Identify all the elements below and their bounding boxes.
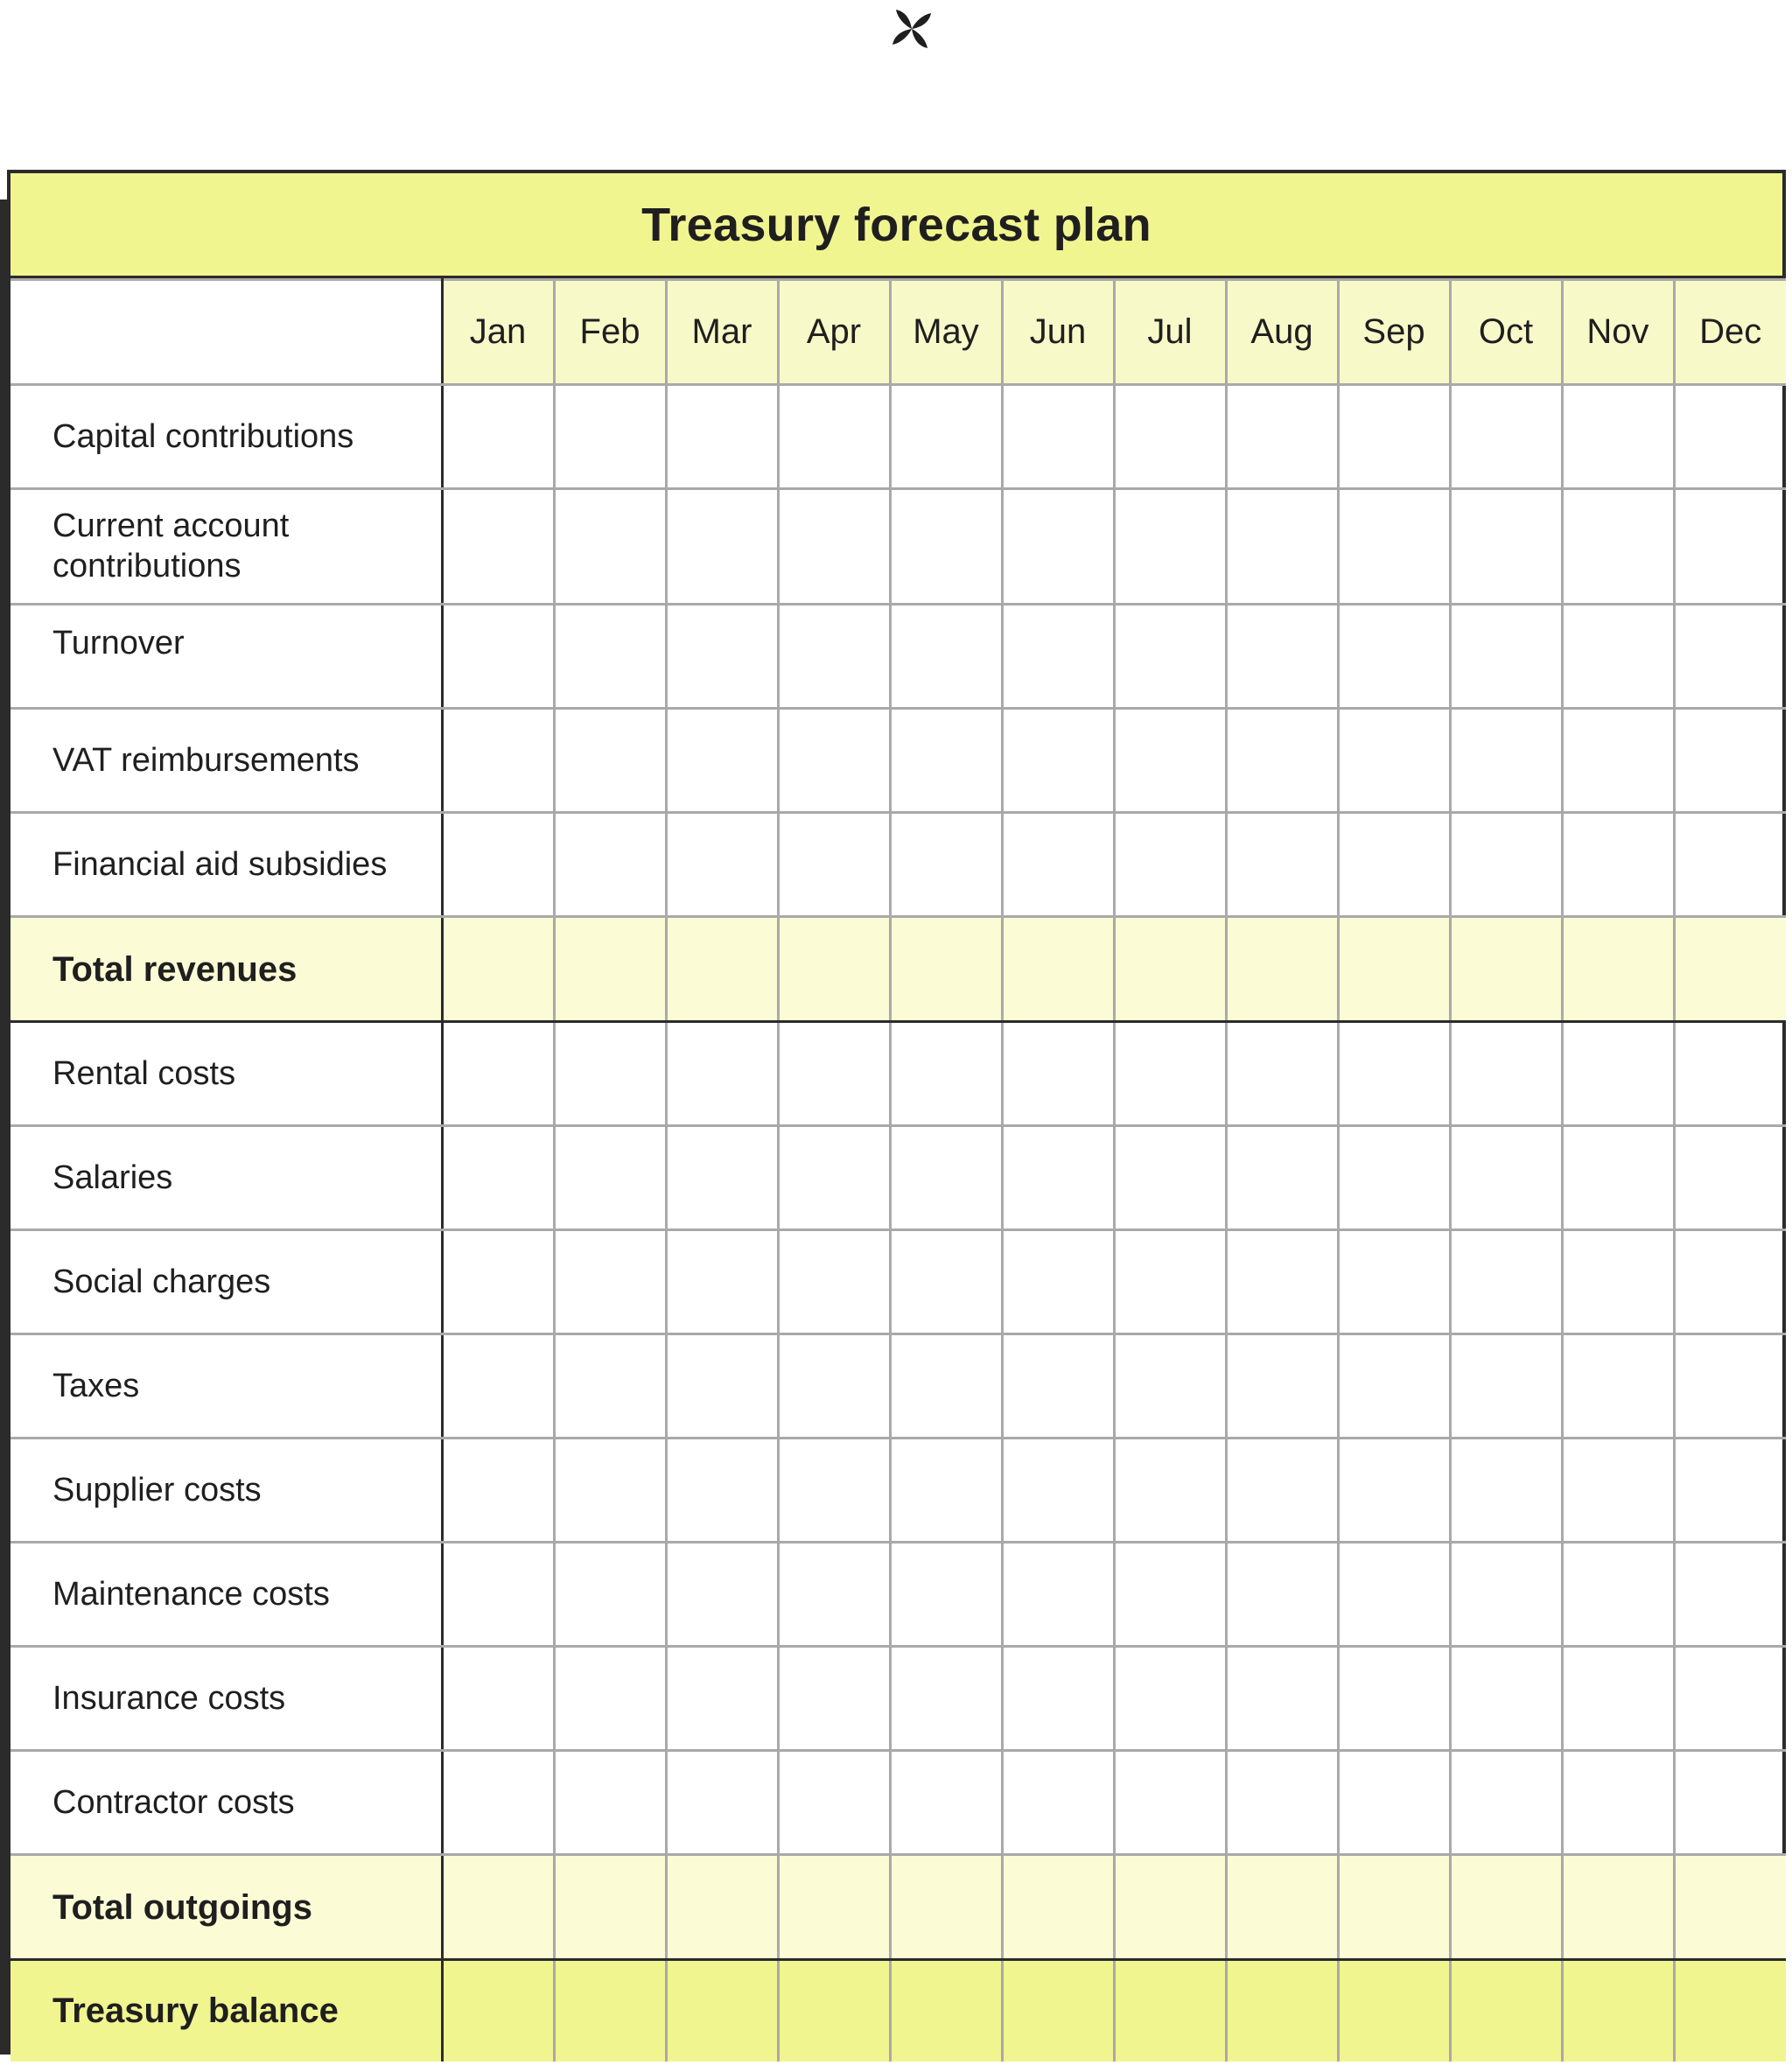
- page-title: Treasury forecast plan: [10, 173, 1782, 278]
- cell-salaries-sep[interactable]: [1338, 1126, 1450, 1230]
- cell-treasury-balance-jun[interactable]: [1002, 1960, 1114, 2062]
- cell-contractor-costs-may[interactable]: [890, 1751, 1002, 1855]
- cell-insurance-costs-jan[interactable]: [442, 1647, 554, 1751]
- cell-contractor-costs-apr[interactable]: [778, 1751, 890, 1855]
- cell-turnover-may[interactable]: [890, 605, 1002, 709]
- cell-current-account-contributions-may[interactable]: [890, 489, 1002, 605]
- cell-capital-contributions-nov[interactable]: [1562, 385, 1674, 489]
- cell-vat-reimbursements-jun[interactable]: [1002, 709, 1114, 813]
- cell-vat-reimbursements-jul[interactable]: [1114, 709, 1226, 813]
- row-label: Treasury balance: [10, 1960, 442, 2062]
- row-total-revenues: [10, 917, 1786, 1022]
- cell-total-revenues-oct[interactable]: [1450, 917, 1562, 1022]
- month-header-jun: Jun: [1002, 280, 1114, 385]
- cell-turnover-aug[interactable]: [1226, 605, 1338, 709]
- forecast-table: [10, 278, 1786, 2062]
- cell-capital-contributions-aug[interactable]: [1226, 385, 1338, 489]
- cell-treasury-balance-nov[interactable]: [1562, 1960, 1674, 2062]
- cell-contractor-costs-dec[interactable]: [1674, 1751, 1786, 1855]
- cell-salaries-feb[interactable]: [554, 1126, 666, 1230]
- row-supplier-costs: [10, 1438, 1786, 1543]
- cell-total-outgoings-may[interactable]: [890, 1855, 1002, 1960]
- cell-supplier-costs-jul[interactable]: [1114, 1438, 1226, 1543]
- cell-total-revenues-dec[interactable]: [1674, 917, 1786, 1022]
- row-maintenance-costs: [10, 1543, 1786, 1647]
- cell-total-outgoings-dec[interactable]: [1674, 1855, 1786, 1960]
- row-label: Capital contributions: [10, 385, 442, 489]
- cell-current-account-contributions-feb[interactable]: [554, 489, 666, 605]
- row-financial-aid-subsidies: [10, 813, 1786, 917]
- cell-salaries-jan[interactable]: [442, 1126, 554, 1230]
- cell-supplier-costs-dec[interactable]: [1674, 1438, 1786, 1543]
- cell-insurance-costs-sep[interactable]: [1338, 1647, 1450, 1751]
- cell-capital-contributions-feb[interactable]: [554, 385, 666, 489]
- cell-salaries-jun[interactable]: [1002, 1126, 1114, 1230]
- row-label: Insurance costs: [10, 1647, 442, 1751]
- cell-social-charges-mar[interactable]: [666, 1230, 778, 1334]
- cell-financial-aid-subsidies-nov[interactable]: [1562, 813, 1674, 917]
- row-current-account-contributions: [10, 489, 1786, 605]
- cell-supplier-costs-apr[interactable]: [778, 1438, 890, 1543]
- month-header-apr: Apr: [778, 280, 890, 385]
- cell-insurance-costs-mar[interactable]: [666, 1647, 778, 1751]
- cell-maintenance-costs-nov[interactable]: [1562, 1543, 1674, 1647]
- month-header-sep: Sep: [1338, 280, 1450, 385]
- cell-capital-contributions-mar[interactable]: [666, 385, 778, 489]
- cell-supplier-costs-nov[interactable]: [1562, 1438, 1674, 1543]
- cell-maintenance-costs-apr[interactable]: [778, 1543, 890, 1647]
- cell-turnover-nov[interactable]: [1562, 605, 1674, 709]
- row-label: Total outgoings: [10, 1855, 442, 1960]
- cell-salaries-may[interactable]: [890, 1126, 1002, 1230]
- cell-social-charges-nov[interactable]: [1562, 1230, 1674, 1334]
- cell-supplier-costs-jun[interactable]: [1002, 1438, 1114, 1543]
- cell-vat-reimbursements-sep[interactable]: [1338, 709, 1450, 813]
- cell-capital-contributions-sep[interactable]: [1338, 385, 1450, 489]
- cell-vat-reimbursements-aug[interactable]: [1226, 709, 1338, 813]
- month-header-row: [10, 280, 1786, 385]
- cell-taxes-oct[interactable]: [1450, 1334, 1562, 1438]
- cell-taxes-sep[interactable]: [1338, 1334, 1450, 1438]
- row-vat-reimbursements: [10, 709, 1786, 813]
- cell-financial-aid-subsidies-may[interactable]: [890, 813, 1002, 917]
- row-label: Maintenance costs: [10, 1543, 442, 1647]
- cell-supplier-costs-jan[interactable]: [442, 1438, 554, 1543]
- cell-salaries-nov[interactable]: [1562, 1126, 1674, 1230]
- cell-contractor-costs-jun[interactable]: [1002, 1751, 1114, 1855]
- cell-salaries-mar[interactable]: [666, 1126, 778, 1230]
- cell-taxes-jan[interactable]: [442, 1334, 554, 1438]
- cell-insurance-costs-jun[interactable]: [1002, 1647, 1114, 1751]
- cell-current-account-contributions-dec[interactable]: [1674, 489, 1786, 605]
- cell-contractor-costs-feb[interactable]: [554, 1751, 666, 1855]
- cell-maintenance-costs-jun[interactable]: [1002, 1543, 1114, 1647]
- cell-current-account-contributions-jun[interactable]: [1002, 489, 1114, 605]
- cell-social-charges-oct[interactable]: [1450, 1230, 1562, 1334]
- cell-salaries-jul[interactable]: [1114, 1126, 1226, 1230]
- cell-total-revenues-jun[interactable]: [1002, 917, 1114, 1022]
- cell-capital-contributions-may[interactable]: [890, 385, 1002, 489]
- cell-vat-reimbursements-may[interactable]: [890, 709, 1002, 813]
- cell-insurance-costs-oct[interactable]: [1450, 1647, 1562, 1751]
- row-total-outgoings: [10, 1855, 1786, 1960]
- cell-salaries-aug[interactable]: [1226, 1126, 1338, 1230]
- cell-vat-reimbursements-apr[interactable]: [778, 709, 890, 813]
- cell-turnover-jun[interactable]: [1002, 605, 1114, 709]
- cell-total-revenues-feb[interactable]: [554, 917, 666, 1022]
- row-label: Contractor costs: [10, 1751, 442, 1855]
- cell-current-account-contributions-sep[interactable]: [1338, 489, 1450, 605]
- cell-treasury-balance-jan[interactable]: [442, 1960, 554, 2062]
- row-social-charges: [10, 1230, 1786, 1334]
- cell-total-revenues-aug[interactable]: [1226, 917, 1338, 1022]
- cell-social-charges-sep[interactable]: [1338, 1230, 1450, 1334]
- cell-total-revenues-may[interactable]: [890, 917, 1002, 1022]
- row-label: Social charges: [10, 1230, 442, 1334]
- forecast-sheet: [7, 170, 1786, 2042]
- cell-financial-aid-subsidies-jul[interactable]: [1114, 813, 1226, 917]
- cell-turnover-jul[interactable]: [1114, 605, 1226, 709]
- cell-maintenance-costs-may[interactable]: [890, 1543, 1002, 1647]
- cell-rental-costs-jul[interactable]: [1114, 1022, 1226, 1126]
- cell-treasury-balance-mar[interactable]: [666, 1960, 778, 2062]
- cell-capital-contributions-jul[interactable]: [1114, 385, 1226, 489]
- cell-capital-contributions-jan[interactable]: [442, 385, 554, 489]
- cell-total-outgoings-oct[interactable]: [1450, 1855, 1562, 1960]
- cell-total-outgoings-mar[interactable]: [666, 1855, 778, 1960]
- cell-rental-costs-nov[interactable]: [1562, 1022, 1674, 1126]
- cell-rental-costs-feb[interactable]: [554, 1022, 666, 1126]
- cell-taxes-jul[interactable]: [1114, 1334, 1226, 1438]
- month-header-dec: Dec: [1674, 280, 1786, 385]
- cell-social-charges-jun[interactable]: [1002, 1230, 1114, 1334]
- cell-maintenance-costs-jul[interactable]: [1114, 1543, 1226, 1647]
- month-header-oct: Oct: [1450, 280, 1562, 385]
- cell-taxes-aug[interactable]: [1226, 1334, 1338, 1438]
- cell-insurance-costs-may[interactable]: [890, 1647, 1002, 1751]
- cell-turnover-dec[interactable]: [1674, 605, 1786, 709]
- row-insurance-costs: [10, 1647, 1786, 1751]
- cell-insurance-costs-dec[interactable]: [1674, 1647, 1786, 1751]
- cell-current-account-contributions-apr[interactable]: [778, 489, 890, 605]
- cell-current-account-contributions-mar[interactable]: [666, 489, 778, 605]
- cell-current-account-contributions-jan[interactable]: [442, 489, 554, 605]
- row-rental-costs: [10, 1022, 1786, 1126]
- row-label: Turnover: [10, 605, 442, 709]
- cell-turnover-feb[interactable]: [554, 605, 666, 709]
- row-label: VAT reimbursements: [10, 709, 442, 813]
- header-corner-cell: [10, 280, 442, 385]
- month-header-feb: Feb: [554, 280, 666, 385]
- cell-rental-costs-may[interactable]: [890, 1022, 1002, 1126]
- cell-social-charges-may[interactable]: [890, 1230, 1002, 1334]
- cell-supplier-costs-may[interactable]: [890, 1438, 1002, 1543]
- cell-treasury-balance-dec[interactable]: [1674, 1960, 1786, 2062]
- cell-rental-costs-jun[interactable]: [1002, 1022, 1114, 1126]
- month-header-nov: Nov: [1562, 280, 1674, 385]
- cell-total-revenues-sep[interactable]: [1338, 917, 1450, 1022]
- cell-insurance-costs-feb[interactable]: [554, 1647, 666, 1751]
- cell-social-charges-dec[interactable]: [1674, 1230, 1786, 1334]
- cell-social-charges-jul[interactable]: [1114, 1230, 1226, 1334]
- cell-rental-costs-dec[interactable]: [1674, 1022, 1786, 1126]
- cell-financial-aid-subsidies-aug[interactable]: [1226, 813, 1338, 917]
- cell-taxes-feb[interactable]: [554, 1334, 666, 1438]
- cell-maintenance-costs-aug[interactable]: [1226, 1543, 1338, 1647]
- cell-treasury-balance-jul[interactable]: [1114, 1960, 1226, 2062]
- cell-financial-aid-subsidies-mar[interactable]: [666, 813, 778, 917]
- cell-total-revenues-nov[interactable]: [1562, 917, 1674, 1022]
- cell-maintenance-costs-jan[interactable]: [442, 1543, 554, 1647]
- cell-turnover-jan[interactable]: [442, 605, 554, 709]
- cell-vat-reimbursements-feb[interactable]: [554, 709, 666, 813]
- cell-vat-reimbursements-nov[interactable]: [1562, 709, 1674, 813]
- cell-contractor-costs-nov[interactable]: [1562, 1751, 1674, 1855]
- cell-maintenance-costs-mar[interactable]: [666, 1543, 778, 1647]
- cell-taxes-dec[interactable]: [1674, 1334, 1786, 1438]
- month-header-jul: Jul: [1114, 280, 1226, 385]
- cell-taxes-apr[interactable]: [778, 1334, 890, 1438]
- cell-social-charges-jan[interactable]: [442, 1230, 554, 1334]
- cell-financial-aid-subsidies-sep[interactable]: [1338, 813, 1450, 917]
- cell-total-outgoings-sep[interactable]: [1338, 1855, 1450, 1960]
- row-label: Total revenues: [10, 917, 442, 1022]
- cell-total-outgoings-feb[interactable]: [554, 1855, 666, 1960]
- month-header-jan: Jan: [442, 280, 554, 385]
- row-turnover: [10, 605, 1786, 709]
- cell-contractor-costs-sep[interactable]: [1338, 1751, 1450, 1855]
- cell-vat-reimbursements-oct[interactable]: [1450, 709, 1562, 813]
- cell-taxes-may[interactable]: [890, 1334, 1002, 1438]
- cell-taxes-mar[interactable]: [666, 1334, 778, 1438]
- cell-insurance-costs-nov[interactable]: [1562, 1647, 1674, 1751]
- cell-salaries-oct[interactable]: [1450, 1126, 1562, 1230]
- row-contractor-costs: [10, 1751, 1786, 1855]
- cell-supplier-costs-aug[interactable]: [1226, 1438, 1338, 1543]
- cell-turnover-sep[interactable]: [1338, 605, 1450, 709]
- cell-insurance-costs-apr[interactable]: [778, 1647, 890, 1751]
- cell-insurance-costs-aug[interactable]: [1226, 1647, 1338, 1751]
- cell-rental-costs-jan[interactable]: [442, 1022, 554, 1126]
- cell-current-account-contributions-oct[interactable]: [1450, 489, 1562, 605]
- cell-financial-aid-subsidies-dec[interactable]: [1674, 813, 1786, 917]
- month-header-aug: Aug: [1226, 280, 1338, 385]
- month-header-mar: Mar: [666, 280, 778, 385]
- cell-treasury-balance-sep[interactable]: [1338, 1960, 1450, 2062]
- row-taxes: [10, 1334, 1786, 1438]
- row-label: Salaries: [10, 1126, 442, 1230]
- cell-insurance-costs-jul[interactable]: [1114, 1647, 1226, 1751]
- cell-vat-reimbursements-mar[interactable]: [666, 709, 778, 813]
- cell-capital-contributions-jun[interactable]: [1002, 385, 1114, 489]
- cell-capital-contributions-oct[interactable]: [1450, 385, 1562, 489]
- cell-taxes-jun[interactable]: [1002, 1334, 1114, 1438]
- cell-rental-costs-oct[interactable]: [1450, 1022, 1562, 1126]
- cell-treasury-balance-may[interactable]: [890, 1960, 1002, 2062]
- cell-maintenance-costs-feb[interactable]: [554, 1543, 666, 1647]
- cell-rental-costs-sep[interactable]: [1338, 1022, 1450, 1126]
- cell-financial-aid-subsidies-apr[interactable]: [778, 813, 890, 917]
- cell-social-charges-feb[interactable]: [554, 1230, 666, 1334]
- cell-capital-contributions-dec[interactable]: [1674, 385, 1786, 489]
- row-salaries: [10, 1126, 1786, 1230]
- cell-vat-reimbursements-dec[interactable]: [1674, 709, 1786, 813]
- row-label: Financial aid subsidies: [10, 813, 442, 917]
- cell-total-outgoings-nov[interactable]: [1562, 1855, 1674, 1960]
- cell-rental-costs-mar[interactable]: [666, 1022, 778, 1126]
- cell-total-outgoings-jan[interactable]: [442, 1855, 554, 1960]
- cell-treasury-balance-apr[interactable]: [778, 1960, 890, 2062]
- row-label: Supplier costs: [10, 1438, 442, 1543]
- cell-total-outgoings-jun[interactable]: [1002, 1855, 1114, 1960]
- cell-supplier-costs-oct[interactable]: [1450, 1438, 1562, 1543]
- month-header-may: May: [890, 280, 1002, 385]
- cell-social-charges-aug[interactable]: [1226, 1230, 1338, 1334]
- cell-total-revenues-apr[interactable]: [778, 917, 890, 1022]
- cell-contractor-costs-jan[interactable]: [442, 1751, 554, 1855]
- cell-treasury-balance-feb[interactable]: [554, 1960, 666, 2062]
- cell-total-outgoings-aug[interactable]: [1226, 1855, 1338, 1960]
- cell-current-account-contributions-jul[interactable]: [1114, 489, 1226, 605]
- row-treasury-balance: [10, 1960, 1786, 2062]
- cell-financial-aid-subsidies-oct[interactable]: [1450, 813, 1562, 917]
- cell-treasury-balance-aug[interactable]: [1226, 1960, 1338, 2062]
- cell-maintenance-costs-sep[interactable]: [1338, 1543, 1450, 1647]
- cell-financial-aid-subsidies-feb[interactable]: [554, 813, 666, 917]
- cell-rental-costs-aug[interactable]: [1226, 1022, 1338, 1126]
- cell-maintenance-costs-dec[interactable]: [1674, 1543, 1786, 1647]
- row-capital-contributions: [10, 385, 1786, 489]
- cell-contractor-costs-jul[interactable]: [1114, 1751, 1226, 1855]
- cell-contractor-costs-aug[interactable]: [1226, 1751, 1338, 1855]
- cell-total-revenues-jan[interactable]: [442, 917, 554, 1022]
- row-label: Rental costs: [10, 1022, 442, 1126]
- cell-financial-aid-subsidies-jun[interactable]: [1002, 813, 1114, 917]
- cell-maintenance-costs-oct[interactable]: [1450, 1543, 1562, 1647]
- cell-total-revenues-mar[interactable]: [666, 917, 778, 1022]
- cell-vat-reimbursements-jan[interactable]: [442, 709, 554, 813]
- cell-supplier-costs-sep[interactable]: [1338, 1438, 1450, 1543]
- cell-financial-aid-subsidies-jan[interactable]: [442, 813, 554, 917]
- row-label: Current account contributions: [10, 489, 442, 605]
- four-petal-logo-icon: [889, 6, 934, 52]
- cell-treasury-balance-oct[interactable]: [1450, 1960, 1562, 2062]
- cell-current-account-contributions-nov[interactable]: [1562, 489, 1674, 605]
- cell-taxes-nov[interactable]: [1562, 1334, 1674, 1438]
- cell-social-charges-apr[interactable]: [778, 1230, 890, 1334]
- row-label: Taxes: [10, 1334, 442, 1438]
- cell-capital-contributions-apr[interactable]: [778, 385, 890, 489]
- cell-contractor-costs-mar[interactable]: [666, 1751, 778, 1855]
- cell-total-outgoings-apr[interactable]: [778, 1855, 890, 1960]
- cell-turnover-apr[interactable]: [778, 605, 890, 709]
- cell-turnover-oct[interactable]: [1450, 605, 1562, 709]
- cell-contractor-costs-oct[interactable]: [1450, 1751, 1562, 1855]
- cell-rental-costs-apr[interactable]: [778, 1022, 890, 1126]
- cell-current-account-contributions-aug[interactable]: [1226, 489, 1338, 605]
- cell-total-revenues-jul[interactable]: [1114, 917, 1226, 1022]
- cell-salaries-dec[interactable]: [1674, 1126, 1786, 1230]
- cell-total-outgoings-jul[interactable]: [1114, 1855, 1226, 1960]
- cell-salaries-apr[interactable]: [778, 1126, 890, 1230]
- cell-turnover-mar[interactable]: [666, 605, 778, 709]
- cell-supplier-costs-mar[interactable]: [666, 1438, 778, 1543]
- cell-supplier-costs-feb[interactable]: [554, 1438, 666, 1543]
